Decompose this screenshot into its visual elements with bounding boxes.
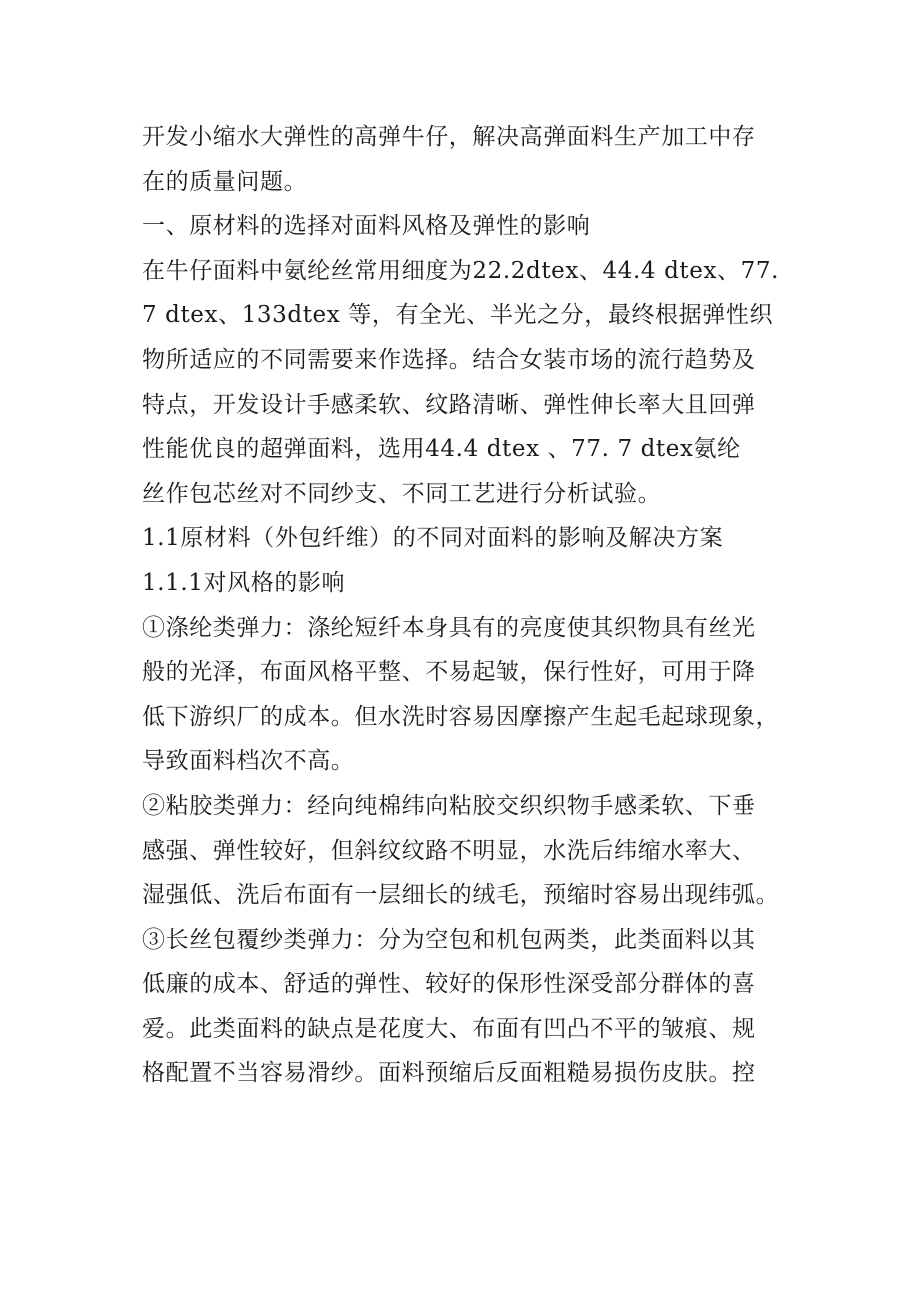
text-line: 在牛仔面料中氨纶丝常用细度为22.2dtex、44.4 dtex、77. [142,257,780,284]
text-line: 般的光泽，布面风格平整、不易起皱，保行性好，可用于降 [142,659,756,686]
text-line: 低廉的成本、舒适的弹性、较好的保形性深受部分群体的喜 [142,971,756,998]
text-line: 丝作包芯丝对不同纱支、不同工艺进行分析试验。 [142,480,662,507]
document-body-text [142,115,792,1096]
text-line: 7 dtex、133dtex 等，有全光、半光之分，最终根据弹性织 [142,302,774,329]
text-line: 导致面料档次不高。 [142,748,355,775]
subsubsection-heading: 1.1.1对风格的影响 [142,569,346,596]
section-heading: 一、原材料的选择对面料风格及弹性的影响 [142,213,591,240]
text-line: 特点，开发设计手感柔软、纹路清晰、弹性伸长率大且回弹 [142,391,756,418]
text-line: 爱。此类面料的缺点是花度大、布面有凹凸不平的皱痕、规 [142,1015,756,1042]
text-line: ③长丝包覆纱类弹力：分为空包和机包两类，此类面料以其 [142,926,756,953]
text-line: ②粘胶类弹力：经向纯棉纬向粘胶交织织物手感柔软、下垂 [142,792,756,819]
text-line: ①涤纶类弹力：涤纶短纤本身具有的亮度使其织物具有丝光 [142,614,756,641]
text-line: 格配置不当容易滑纱。面料预缩后反面粗糙易损伤皮肤。控 [142,1060,756,1087]
text-line: 湿强低、洗后布面有一层细长的绒毛，预缩时容易出现纬弧。 [142,882,780,909]
text-line: 开发小缩水大弹性的高弹牛仔，解决高弹面料生产加工中存 [142,124,756,150]
text-line: 性能优良的超弹面料，选用44.4 dtex 、77. 7 dtex氨纶 [142,436,741,463]
text-line: 在的质量问题。 [142,168,308,195]
text-line: 物所适应的不同需要来作选择。结合女装市场的流行趋势及 [142,346,756,373]
text-line: 低下游织厂的成本。但水洗时容易因摩擦产生起毛起球现象， [142,703,780,730]
subsection-heading: 1.1原材料（外包纤维）的不同对面料的影响及解决方案 [142,525,724,552]
text-line: 感强、弹性较好，但斜纹纹路不明显，水洗后纬缩水率大、 [142,837,756,864]
